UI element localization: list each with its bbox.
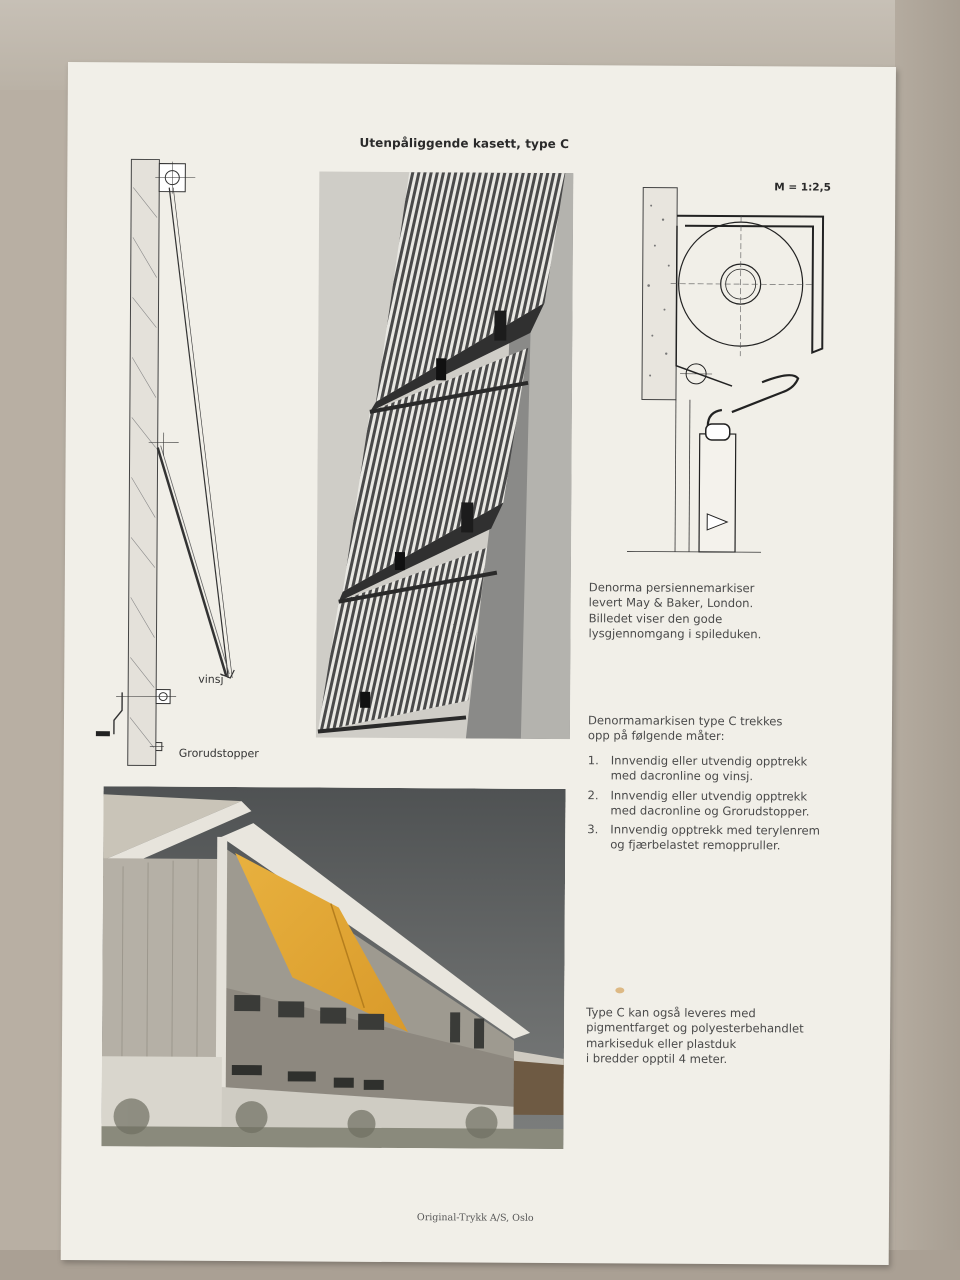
list-item: 1. Innvendig eller utvendig opptrekk med dacronline og vinsj. <box>587 753 808 784</box>
methods-intro: Denormamarkisen type C trekkes opp på følgende måter: <box>587 713 783 744</box>
cassette-section-drawing <box>621 185 843 566</box>
page-title: Utenpåliggende kasett, type C <box>359 135 570 152</box>
slatted-awning-photo <box>316 172 573 740</box>
brochure-page <box>61 62 896 1265</box>
photo-caption: Denorma persiennemarkiser levert May & Baker, London. Billedet viser den gode lysgjennomgang i spileduken. <box>588 580 762 642</box>
list-item: 2. Innvendig eller utvendig opptrekk med dacronline og Grorudstopper. <box>587 787 810 819</box>
paper-stain <box>615 987 624 993</box>
methods-list <box>587 753 878 859</box>
winch-label: vinsj <box>198 672 224 686</box>
side-view-drawing <box>92 157 296 768</box>
list-item: 3. Innvendig opptrekk med terylenrem og fjærbelastet remoppruller. <box>587 822 820 853</box>
background-surface-right <box>895 0 960 1280</box>
house-awning-photo <box>101 786 565 1149</box>
scale-label: M = 1:2,5 <box>774 181 831 194</box>
stopper-label: Grorudstopper <box>178 746 259 761</box>
printer-credit: Original-Trykk A/S, Oslo <box>416 1212 534 1224</box>
type-c-note: Type C kan også leveres med pigmentfarget og polyesterbehandlet markiseduk eller plastduk i bredder opptil 4 meter. <box>585 1005 804 1066</box>
